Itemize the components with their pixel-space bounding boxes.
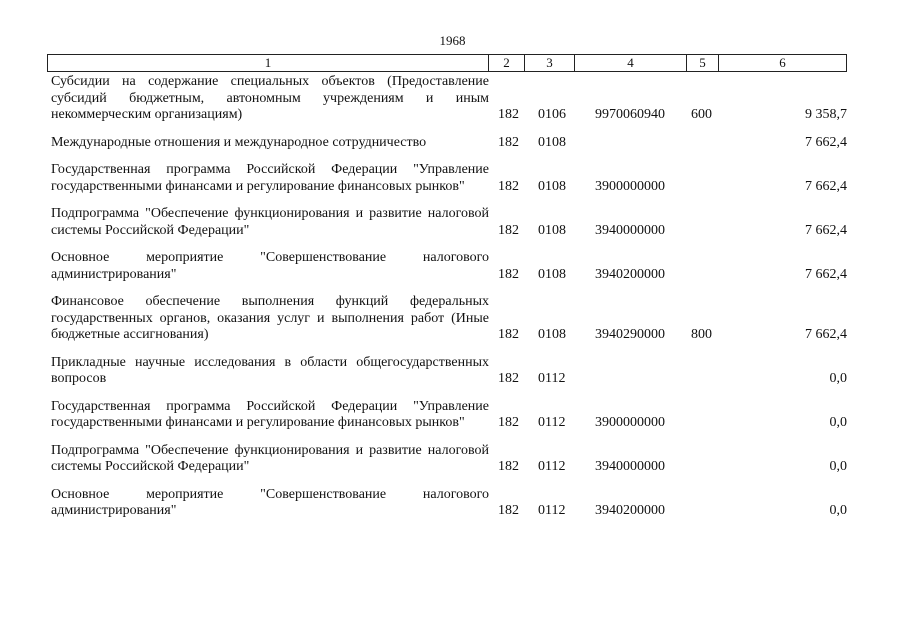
- row-code: 182: [498, 107, 519, 122]
- header-col-4: 4: [574, 55, 686, 71]
- row-section: 0112: [538, 503, 566, 518]
- row-description: Прикладные научные исследования в области общегосударственных вопросов: [51, 354, 489, 386]
- table-row: [47, 74, 847, 124]
- row-section: 0112: [538, 371, 566, 386]
- row-target-article: 3940000000: [595, 459, 665, 474]
- row-code: 182: [498, 178, 519, 194]
- row-target-article: 3940200000: [595, 503, 665, 518]
- row-amount: 7 662,4: [805, 222, 847, 238]
- header-col-2: 2: [488, 55, 524, 71]
- row-description: Субсидии на содержание специальных объектов (Предоставление субсидий бюджетным, автономным учреждениям и иным некоммерческим организациям): [51, 74, 489, 122]
- row-amount: 7 662,4: [805, 178, 847, 194]
- row-section: 0112: [538, 415, 566, 430]
- header-col-1: 1: [47, 55, 488, 71]
- row-code: 182: [498, 327, 519, 342]
- row-amount: 0,0: [829, 415, 847, 430]
- row-target-article: 9970060940: [595, 107, 665, 122]
- row-section: 0106: [538, 107, 566, 122]
- row-description: Государственная программа Российской Федерации "Управление государственными финансами и регулирование финансовых рынков": [51, 162, 489, 194]
- row-amount: 7 662,4: [805, 327, 847, 342]
- row-description: Международные отношения и международное сотрудничество: [51, 134, 427, 150]
- row-expense-type: 600: [691, 107, 712, 122]
- header-col-5: 5: [686, 55, 718, 71]
- table-header: [47, 54, 847, 72]
- table-row: [47, 487, 847, 520]
- header-col-6: 6: [718, 55, 847, 71]
- row-target-article: 3900000000: [595, 178, 665, 194]
- row-target-article: 3900000000: [595, 415, 665, 430]
- row-amount: 0,0: [829, 459, 847, 474]
- row-code: 182: [498, 134, 519, 150]
- row-amount: 7 662,4: [805, 266, 847, 282]
- row-section: 0108: [538, 178, 566, 194]
- table-row: [47, 399, 847, 432]
- row-target-article: 3940200000: [595, 266, 665, 282]
- row-description: Государственная программа Российской Федерации "Управление государственными финансами и регулирование финансовых рынков": [51, 398, 489, 430]
- row-target-article: 3940290000: [595, 327, 665, 342]
- row-amount: 7 662,4: [805, 134, 847, 150]
- row-code: 182: [498, 503, 519, 518]
- row-code: 182: [498, 266, 519, 282]
- budget-table: [47, 54, 847, 520]
- row-code: 182: [498, 415, 519, 430]
- row-description: Подпрограмма "Обеспечение функционирования и развитие налоговой системы Российской Федерации": [51, 442, 489, 474]
- table-row: [47, 443, 847, 476]
- page-number: 1968: [439, 33, 466, 48]
- row-amount: 9 358,7: [805, 107, 847, 122]
- row-section: 0112: [538, 459, 566, 474]
- header-col-3: 3: [524, 55, 574, 71]
- table-row: [47, 162, 847, 195]
- row-expense-type: 800: [691, 327, 712, 342]
- table-body: [47, 74, 847, 520]
- table-row: [47, 355, 847, 388]
- row-code: 182: [498, 371, 519, 386]
- row-target-article: 3940000000: [595, 222, 665, 238]
- row-section: 0108: [538, 134, 566, 150]
- row-description: Основное мероприятие "Совершенствование налогового администрирования": [51, 250, 489, 282]
- row-section: 0108: [538, 222, 566, 238]
- row-section: 0108: [538, 266, 566, 282]
- row-amount: 0,0: [829, 371, 847, 386]
- row-code: 182: [498, 459, 519, 474]
- row-amount: 0,0: [829, 503, 847, 518]
- row-description: Основное мероприятие "Совершенствование налогового администрирования": [51, 486, 489, 518]
- row-description: Финансовое обеспечение выполнения функций федеральных государственных органов, оказания услуг и выполнения работ (Иные бюджетные ассигнования): [51, 294, 489, 342]
- table-row: [47, 135, 847, 152]
- table-row: [47, 294, 847, 344]
- row-code: 182: [498, 222, 519, 238]
- row-section: 0108: [538, 327, 566, 342]
- row-description: Подпрограмма "Обеспечение функционирования и развитие налоговой системы Российской Федерации": [51, 206, 489, 238]
- table-row: [47, 250, 847, 283]
- table-row: [47, 206, 847, 239]
